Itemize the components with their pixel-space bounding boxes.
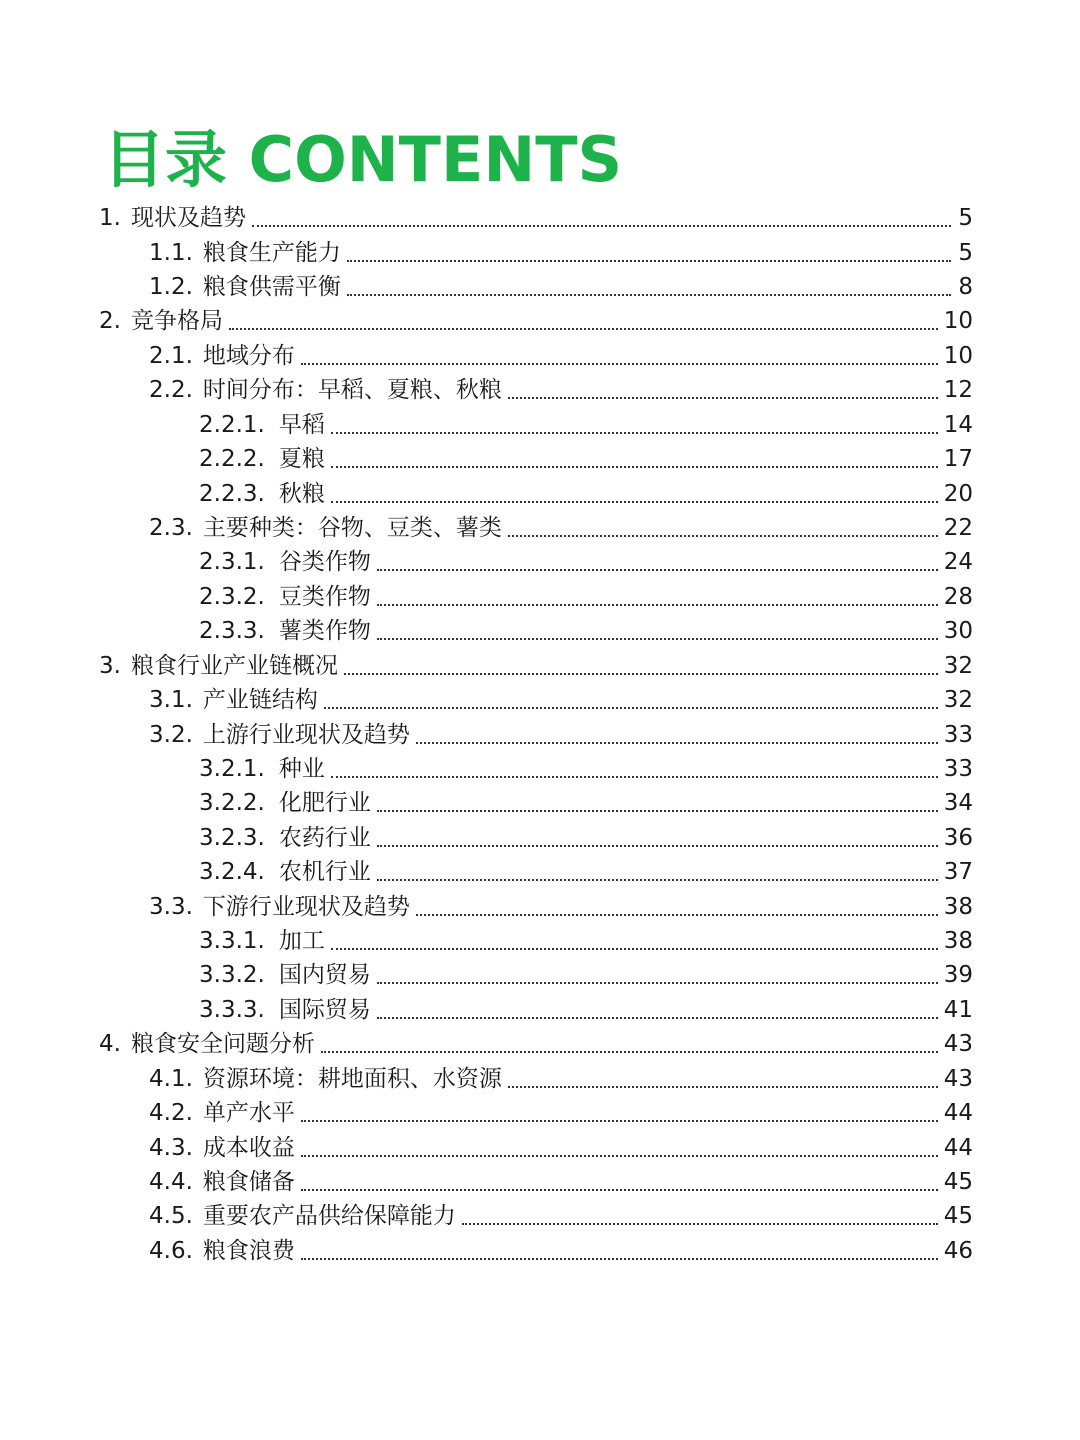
dot-leader bbox=[377, 859, 938, 881]
dot-leader bbox=[331, 756, 938, 778]
toc-entry[interactable] bbox=[0, 752, 1080, 786]
toc-entry-number: 3.2.2. bbox=[199, 790, 265, 817]
toc-entry-title: 粮食行业产业链概况 bbox=[130, 652, 338, 679]
toc-entry-title: 下游行业现状及趋势 bbox=[202, 893, 410, 920]
dot-leader bbox=[508, 1066, 938, 1088]
toc-entry[interactable] bbox=[0, 648, 1080, 682]
toc-entry-title: 种业 bbox=[278, 755, 325, 782]
toc-entry[interactable] bbox=[0, 304, 1080, 338]
toc-entry-page-number: 32 bbox=[943, 652, 973, 679]
toc-entry-page-number: 44 bbox=[943, 1134, 973, 1161]
toc-entry[interactable] bbox=[0, 511, 1080, 545]
toc-entry-title: 单产水平 bbox=[202, 1100, 295, 1127]
toc-entry-page-number: 33 bbox=[943, 755, 973, 782]
toc-entry-number: 3.3.2. bbox=[199, 962, 265, 989]
toc-entry-number: 3.2.4. bbox=[199, 859, 265, 886]
dot-leader bbox=[377, 549, 938, 571]
toc-entry-page-number: 14 bbox=[943, 411, 973, 438]
toc-entry-number: 1.1. bbox=[149, 239, 193, 266]
toc-entry-page-number: 28 bbox=[943, 583, 973, 610]
toc-entry-number: 4. bbox=[99, 1031, 121, 1058]
toc-entry[interactable] bbox=[0, 889, 1080, 923]
toc-entry-number: 2.1. bbox=[149, 342, 193, 369]
toc-entry[interactable] bbox=[0, 958, 1080, 992]
toc-entry-number: 4.6. bbox=[149, 1237, 193, 1264]
toc-entry[interactable] bbox=[0, 993, 1080, 1027]
toc-entry[interactable] bbox=[0, 201, 1080, 235]
toc-entry-page-number: 5 bbox=[958, 205, 973, 232]
dot-leader bbox=[301, 1169, 938, 1191]
toc-entry-number: 3. bbox=[99, 652, 121, 679]
dot-leader bbox=[331, 446, 938, 468]
toc-entry-title: 粮食安全问题分析 bbox=[130, 1031, 315, 1058]
toc-entry-number: 4.3. bbox=[149, 1134, 193, 1161]
dot-leader bbox=[462, 1203, 938, 1225]
dot-leader bbox=[331, 412, 938, 434]
toc-entry[interactable] bbox=[0, 1130, 1080, 1164]
dot-leader bbox=[321, 1031, 938, 1053]
dot-leader bbox=[331, 928, 938, 950]
toc-entry-title: 成本收益 bbox=[202, 1134, 295, 1161]
toc-entry-title: 现状及趋势 bbox=[130, 205, 246, 232]
toc-entry-title: 国内贸易 bbox=[278, 962, 371, 989]
toc-entry-page-number: 45 bbox=[943, 1169, 973, 1196]
toc-entry-page-number: 37 bbox=[943, 859, 973, 886]
toc-entry[interactable] bbox=[0, 614, 1080, 648]
dot-leader bbox=[377, 997, 938, 1019]
toc-entry-page-number: 12 bbox=[943, 377, 973, 404]
toc-entry-number: 1.2. bbox=[149, 274, 193, 301]
dot-leader bbox=[301, 343, 938, 365]
dot-leader bbox=[331, 481, 938, 503]
toc-entry-title: 秋粮 bbox=[278, 480, 325, 507]
toc-entry[interactable] bbox=[0, 408, 1080, 442]
toc-entry[interactable] bbox=[0, 1027, 1080, 1061]
toc-entry-page-number: 46 bbox=[943, 1237, 973, 1264]
toc-entry-page-number: 30 bbox=[943, 618, 973, 645]
toc-entry-number: 3.3.3. bbox=[199, 996, 265, 1023]
dot-leader bbox=[377, 618, 938, 640]
toc-entry-number: 3.1. bbox=[149, 687, 193, 714]
toc-entry-page-number: 22 bbox=[943, 515, 973, 541]
toc-entry[interactable] bbox=[0, 855, 1080, 889]
toc-entry-number: 3.3.1. bbox=[199, 928, 265, 955]
toc-entry[interactable] bbox=[0, 1096, 1080, 1130]
toc-entry-number: 4.5. bbox=[149, 1203, 193, 1230]
toc-entry-page-number: 38 bbox=[943, 928, 973, 955]
toc-entry-number: 2.2.2. bbox=[199, 446, 265, 473]
toc-entry-title: 主要种类：谷物、豆类、薯类 bbox=[202, 515, 502, 541]
toc-entry-page-number: 24 bbox=[943, 549, 973, 576]
toc-entry-page-number: 10 bbox=[943, 308, 973, 335]
toc-entry-number: 2.2.3. bbox=[199, 480, 265, 507]
toc-entry-title: 竞争格局 bbox=[130, 308, 223, 335]
dot-leader bbox=[344, 653, 938, 675]
dot-leader bbox=[377, 790, 938, 812]
toc-entry-title: 重要农产品供给保障能力 bbox=[202, 1203, 456, 1230]
toc-entry[interactable] bbox=[0, 683, 1080, 717]
toc-entry-page-number: 33 bbox=[943, 721, 973, 748]
toc-entry-page-number: 34 bbox=[943, 790, 973, 817]
toc-entry-title: 农药行业 bbox=[278, 824, 371, 851]
toc-entry-number: 2.3.3. bbox=[199, 618, 265, 645]
toc-entry-title: 粮食储备 bbox=[202, 1169, 295, 1196]
toc-entry[interactable] bbox=[0, 1199, 1080, 1233]
toc-entry[interactable] bbox=[0, 270, 1080, 304]
toc-entry[interactable] bbox=[0, 580, 1080, 614]
toc-entry-number: 3.2.1. bbox=[199, 755, 265, 782]
toc-entry-number: 2.3.1. bbox=[199, 549, 265, 576]
toc-entry-title: 地域分布 bbox=[202, 342, 295, 369]
toc-entry-number: 2.3. bbox=[149, 515, 193, 541]
dot-leader bbox=[377, 962, 938, 984]
dot-leader bbox=[301, 1238, 938, 1260]
toc-entry[interactable] bbox=[0, 1234, 1080, 1268]
toc-entry-title: 国际贸易 bbox=[278, 996, 371, 1023]
toc-entry-page-number: 32 bbox=[943, 687, 973, 714]
table-of-contents bbox=[0, 201, 1080, 1268]
dot-leader bbox=[416, 894, 938, 916]
dot-leader bbox=[347, 274, 951, 296]
toc-entry-number: 3.2.3. bbox=[199, 824, 265, 851]
toc-entry-title: 夏粮 bbox=[278, 446, 325, 473]
page-title: 目录 CONTENTS bbox=[103, 122, 623, 196]
toc-entry-number: 3.3. bbox=[149, 893, 193, 920]
toc-entry-title: 化肥行业 bbox=[278, 790, 371, 817]
toc-entry-page-number: 20 bbox=[943, 480, 973, 507]
toc-entry-title: 农机行业 bbox=[278, 859, 371, 886]
toc-entry-title: 加工 bbox=[278, 928, 325, 955]
toc-entry-title: 上游行业现状及趋势 bbox=[202, 721, 410, 748]
toc-entry-page-number: 43 bbox=[943, 1065, 973, 1092]
dot-leader bbox=[377, 825, 938, 847]
toc-entry[interactable] bbox=[0, 545, 1080, 579]
toc-entry-page-number: 38 bbox=[943, 893, 973, 920]
toc-entry-number: 1. bbox=[99, 205, 121, 232]
dot-leader bbox=[229, 308, 938, 330]
dot-leader bbox=[508, 515, 938, 537]
dot-leader bbox=[416, 722, 938, 744]
toc-entry[interactable] bbox=[0, 821, 1080, 855]
toc-entry-title: 粮食供需平衡 bbox=[202, 274, 341, 301]
dot-leader bbox=[301, 1135, 938, 1157]
toc-entry-title: 粮食生产能力 bbox=[202, 239, 341, 266]
dot-leader bbox=[252, 205, 951, 227]
toc-entry[interactable] bbox=[0, 1165, 1080, 1199]
toc-entry-page-number: 17 bbox=[943, 446, 973, 473]
toc-entry[interactable] bbox=[0, 476, 1080, 510]
toc-entry-title: 时间分布：早稻、夏粮、秋粮 bbox=[202, 377, 502, 404]
toc-entry-number: 2.2.1. bbox=[199, 411, 265, 438]
toc-entry-title: 豆类作物 bbox=[278, 583, 371, 610]
dot-leader bbox=[324, 687, 938, 709]
toc-entry-number: 4.1. bbox=[149, 1065, 193, 1092]
toc-entry-page-number: 45 bbox=[943, 1203, 973, 1230]
toc-entry-number: 3.2. bbox=[149, 721, 193, 748]
toc-entry-title: 薯类作物 bbox=[278, 618, 371, 645]
toc-entry-title: 早稻 bbox=[278, 411, 325, 438]
toc-entry[interactable] bbox=[0, 1062, 1080, 1096]
toc-entry-page-number: 5 bbox=[958, 239, 973, 266]
dot-leader bbox=[347, 240, 951, 262]
toc-entry-number: 4.2. bbox=[149, 1100, 193, 1127]
toc-entry[interactable] bbox=[0, 924, 1080, 958]
toc-entry-number: 4.4. bbox=[149, 1169, 193, 1196]
toc-entry-title: 粮食浪费 bbox=[202, 1237, 295, 1264]
toc-entry-page-number: 41 bbox=[943, 996, 973, 1023]
toc-entry[interactable] bbox=[0, 442, 1080, 476]
toc-entry-page-number: 8 bbox=[958, 274, 973, 301]
toc-entry-title: 产业链结构 bbox=[202, 687, 318, 714]
dot-leader bbox=[508, 377, 938, 399]
toc-entry-title: 资源环境：耕地面积、水资源 bbox=[202, 1065, 502, 1092]
toc-entry-page-number: 39 bbox=[943, 962, 973, 989]
toc-entry[interactable] bbox=[0, 339, 1080, 373]
toc-entry[interactable] bbox=[0, 235, 1080, 269]
toc-entry[interactable] bbox=[0, 717, 1080, 751]
dot-leader bbox=[301, 1100, 938, 1122]
toc-entry[interactable] bbox=[0, 373, 1080, 407]
toc-entry-page-number: 10 bbox=[943, 342, 973, 369]
toc-entry-title: 谷类作物 bbox=[278, 549, 371, 576]
toc-entry-page-number: 44 bbox=[943, 1100, 973, 1127]
dot-leader bbox=[377, 584, 938, 606]
toc-entry-number: 2. bbox=[99, 308, 121, 335]
toc-entry-page-number: 43 bbox=[943, 1031, 973, 1058]
toc-entry-number: 2.2. bbox=[149, 377, 193, 404]
toc-entry[interactable] bbox=[0, 786, 1080, 820]
toc-entry-page-number: 36 bbox=[943, 824, 973, 851]
toc-entry-number: 2.3.2. bbox=[199, 583, 265, 610]
